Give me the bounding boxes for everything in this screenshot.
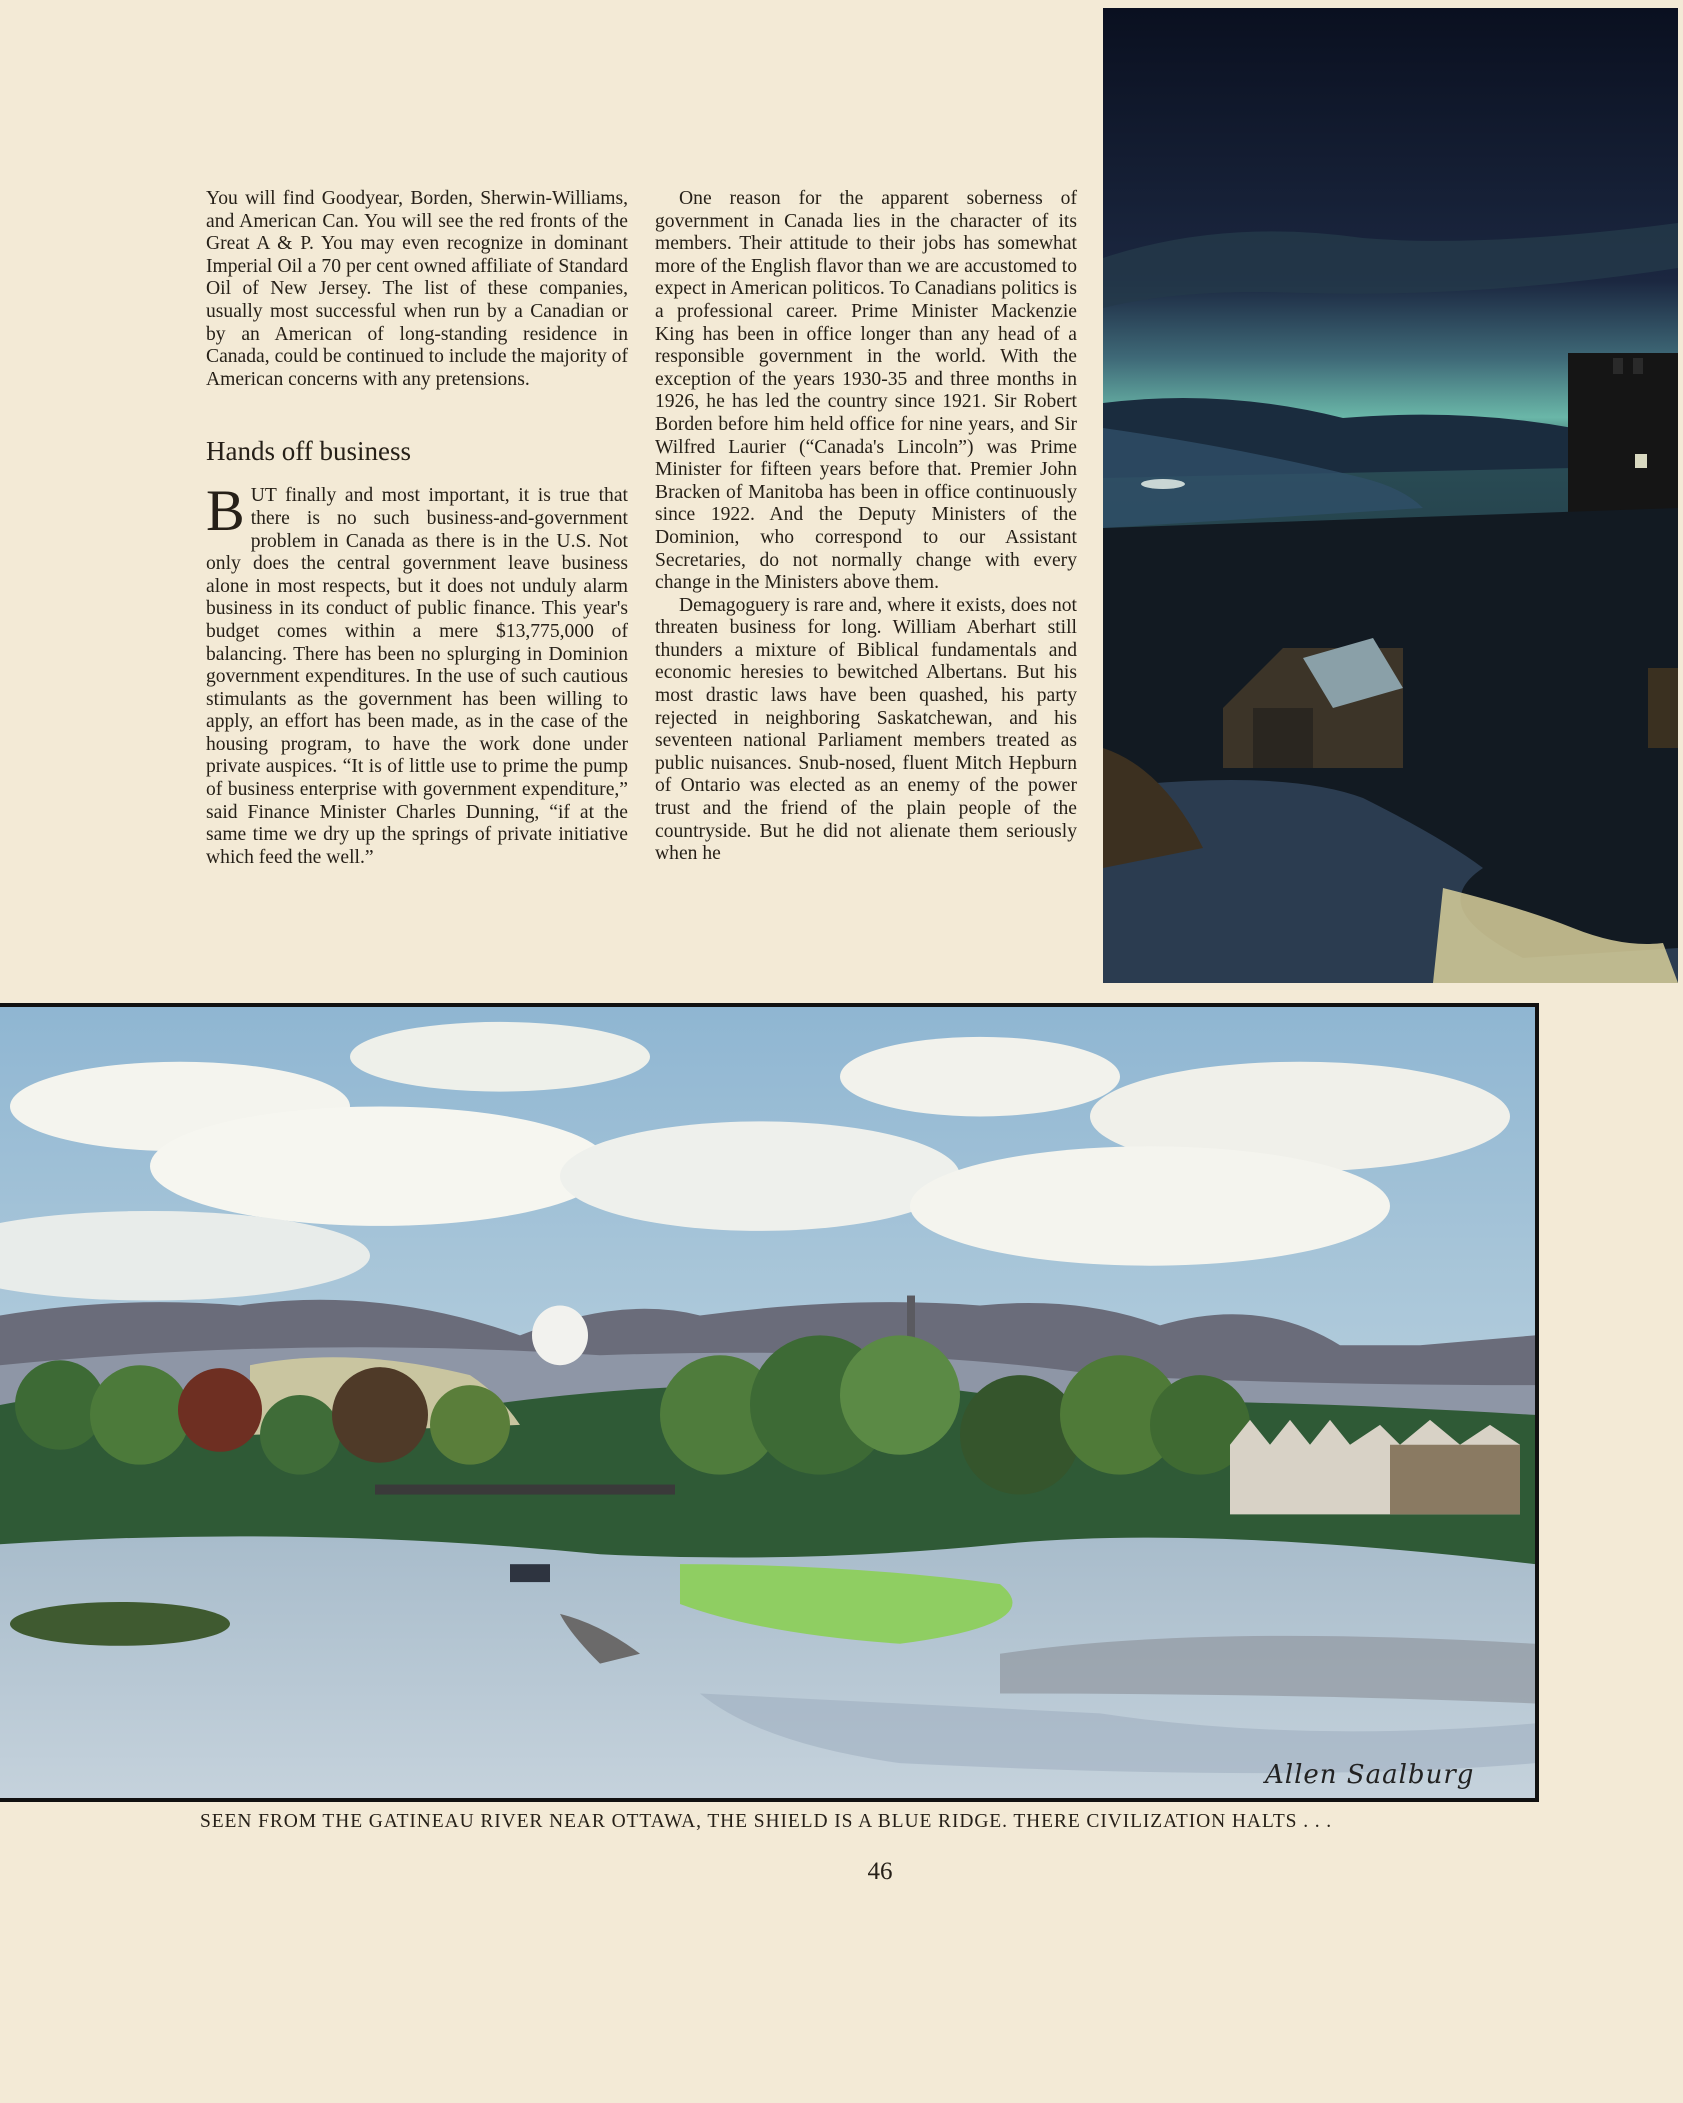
article-column-left [206, 188, 628, 869]
article-column-right [655, 188, 1077, 866]
drop-cap: B [206, 478, 245, 544]
gatineau-river-painting [0, 1003, 1539, 1802]
night-landscape-painting [1103, 8, 1678, 983]
section-heading: Hands off business [206, 436, 411, 467]
intro-paragraph: You will find Goodyear, Borden, Sherwin-Williams, and American Can. You will see the red fronts of the Great A & P. You may even recognize in dominant Imperial Oil a 70 per cent owned affiliate of Standard Oil of New Jersey. The list of these companies, usually most successful when run by a Canadian or by an American of long-standing residence in Canada, could be continued to include the majority of American concerns with any pretensions. [206, 188, 628, 390]
image-caption: SEEN FROM THE GATINEAU RIVER NEAR OTTAWA, THE SHIELD IS A BLUE RIDGE. THERE CIVILIZATION HALTS . . . [200, 1811, 1333, 1832]
artist-signature: Allen Saalburg [1265, 1760, 1475, 1790]
paragraph-one: One reason for the apparent soberness of government in Canada lies in the character of its members. Their attitude to their jobs has somewhat more of the English flavor than we are accustomed to expect in American politicos. To Canadians politics is a professional career. Prime Minister Mackenzie King has been in office longer than any head of a responsible government in the world. With the exception of the years 1930-35 and three months in 1926, he has led the country since 1921. Sir Robert Borden before him held office for nine years, and Sir Wilfred Laurier (“Canada's Lincoln”) was Prime Minister for fifteen years before that. Premier John Bracken of Manitoba has been in office continuously since 1922. And the Deputy Ministers of the Dominion, who correspond to our Assistant Secretaries, do not normally change with every change in the Ministers above them. [655, 188, 1077, 594]
paragraph-two: Demagoguery is rare and, where it exists, does not threaten business for long. William Aberhart still thunders a mixture of Biblical fundamentals and economic heresies to bewitched Albertans. But his most drastic laws have been quashed, his party rejected in neighboring Saskatchewan, and his seventeen national Parliament members treated as public nuisances. Snub-nosed, fluent Mitch Hepburn of Ontario was elected as an enemy of the power trust and the friend of the plain people of the countryside. But he did not alienate them seriously when he [655, 594, 1077, 865]
page-number: 46 [867, 1858, 893, 1885]
body-text: UT finally and most important, it is true that there is no such business-and-government problem in Canada as there is in the U.S. Not only does the central government leave business alone in most respects, but it does not unduly alarm business in its conduct of public finance. This year's budget comes within a mere $13,775,000 of balancing. There has been no splurging in Dominion government expenditures. In the use of such cautious stimulants as the government has been willing to apply, an effort has been made, as in the case of the housing program, to have the work done under private auspices. “It is of little use to prime the pump of business enterprise with government expenditure,” said Finance Minister Charles Dunning, “if at the same time we dry up the springs of private initiative which feed the well.” [206, 485, 628, 868]
body-paragraph [206, 478, 628, 869]
